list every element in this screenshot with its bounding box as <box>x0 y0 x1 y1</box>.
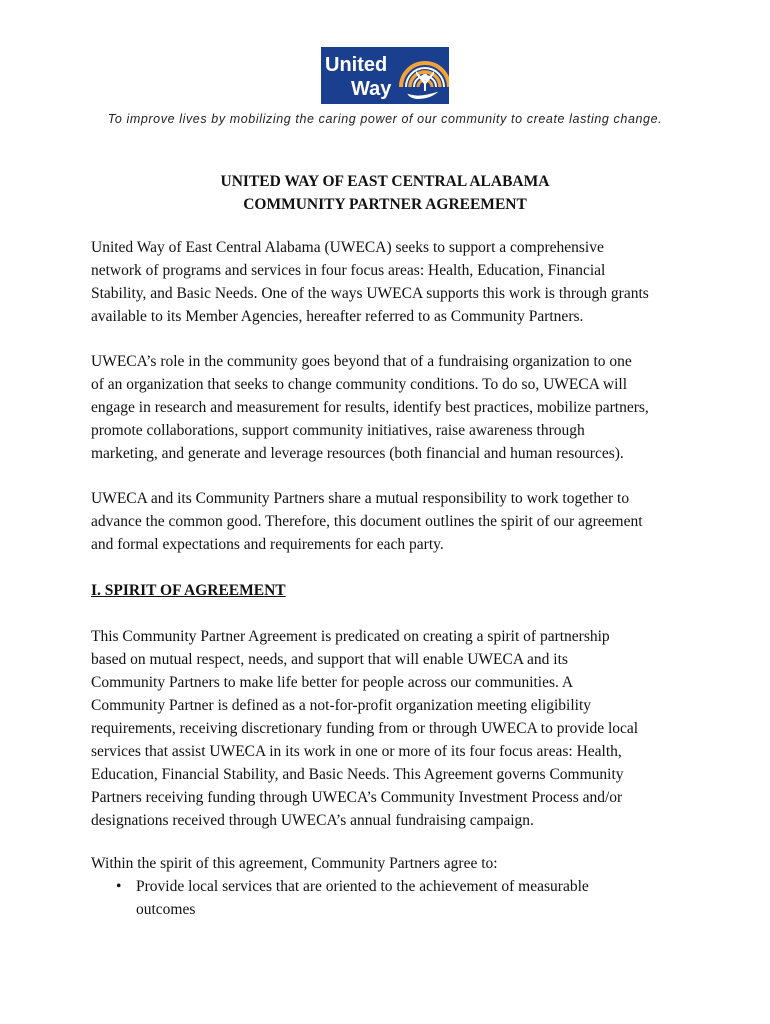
title-line-organization: UNITED WAY OF EAST CENTRAL ALABAMA <box>220 173 550 190</box>
bullet-text <box>136 875 656 921</box>
paragraph-spirit <box>91 625 691 832</box>
paragraph-responsibility <box>91 487 691 556</box>
paragraph-intro <box>91 236 691 328</box>
paragraph-line: promote collaborations, support community initiatives, raise awareness through <box>91 422 585 439</box>
paragraph-line: Community Partners to make life better for people across our communities. A <box>91 674 574 691</box>
section-heading-spirit-of-agreement: I. SPIRIT OF AGREEMENT <box>91 582 286 599</box>
document-title <box>0 170 770 216</box>
paragraph-line: Community Partner is defined as a not-for-profit organization meeting eligibility <box>91 697 592 714</box>
paragraph-line: Within the spirit of this agreement, Community Partners agree to: <box>91 855 498 872</box>
paragraph-partners-agree <box>91 852 691 875</box>
paragraph-line: engage in research and measurement for results, identify best practices, mobilize partners, <box>91 399 649 416</box>
logo-text-way: Way <box>351 78 392 100</box>
paragraph-line: network of programs and services in four focus areas: Health, Education, Financial <box>91 262 606 279</box>
united-way-logo-graphic <box>321 47 449 104</box>
paragraph-line: Education, Financial Stability, and Basic Needs. This Agreement governs Community <box>91 766 624 783</box>
paragraph-line: advance the common good. Therefore, this document outlines the spirit of our agreement <box>91 513 643 530</box>
paragraph-line: of an organization that seeks to change community conditions. To do so, UWECA will <box>91 376 628 393</box>
united-way-logo <box>321 47 449 104</box>
paragraph-line: available to its Member Agencies, hereafter referred to as Community Partners. <box>91 308 584 325</box>
mission-tagline: To improve lives by mobilizing the caring power of our community to create lasting change. <box>107 112 663 126</box>
paragraph-line: Partners receiving funding through UWECA’s Community Investment Process and/or <box>91 789 623 806</box>
paragraph-line: This Community Partner Agreement is predicated on creating a spirit of partnership <box>91 628 610 645</box>
title-line-agreement: COMMUNITY PARTNER AGREEMENT <box>243 196 527 213</box>
logo-text-united: United <box>325 54 388 76</box>
paragraph-line: based on mutual respect, needs, and support that will enable UWECA and its <box>91 651 568 668</box>
paragraph-line: Stability, and Basic Needs. One of the ways UWECA supports this work is through grants <box>91 285 649 302</box>
paragraph-line: UWECA’s role in the community goes beyond that of a fundraising organization to one <box>91 353 632 370</box>
paragraph-line: United Way of East Central Alabama (UWECA) seeks to support a comprehensive <box>91 239 604 256</box>
bullet-line: outcomes <box>136 901 196 918</box>
paragraph-line: UWECA and its Community Partners share a mutual responsibility to work together to <box>91 490 630 507</box>
paragraph-line: designations received through UWECA’s annual fundraising campaign. <box>91 812 534 829</box>
paragraph-line: marketing, and generate and leverage resources (both financial and human resources). <box>91 445 624 462</box>
bullet-icon: • <box>116 878 122 895</box>
paragraph-line: services that assist UWECA in its work in one or more of its four focus areas: Health, <box>91 743 622 760</box>
paragraph-line: and formal expectations and requirements for each party. <box>91 536 444 553</box>
paragraph-line: requirements, receiving discretionary funding from or through UWECA to provide local <box>91 720 639 737</box>
paragraph-role <box>91 350 691 465</box>
bullet-line: Provide local services that are oriented to the achievement of measurable <box>136 878 589 895</box>
